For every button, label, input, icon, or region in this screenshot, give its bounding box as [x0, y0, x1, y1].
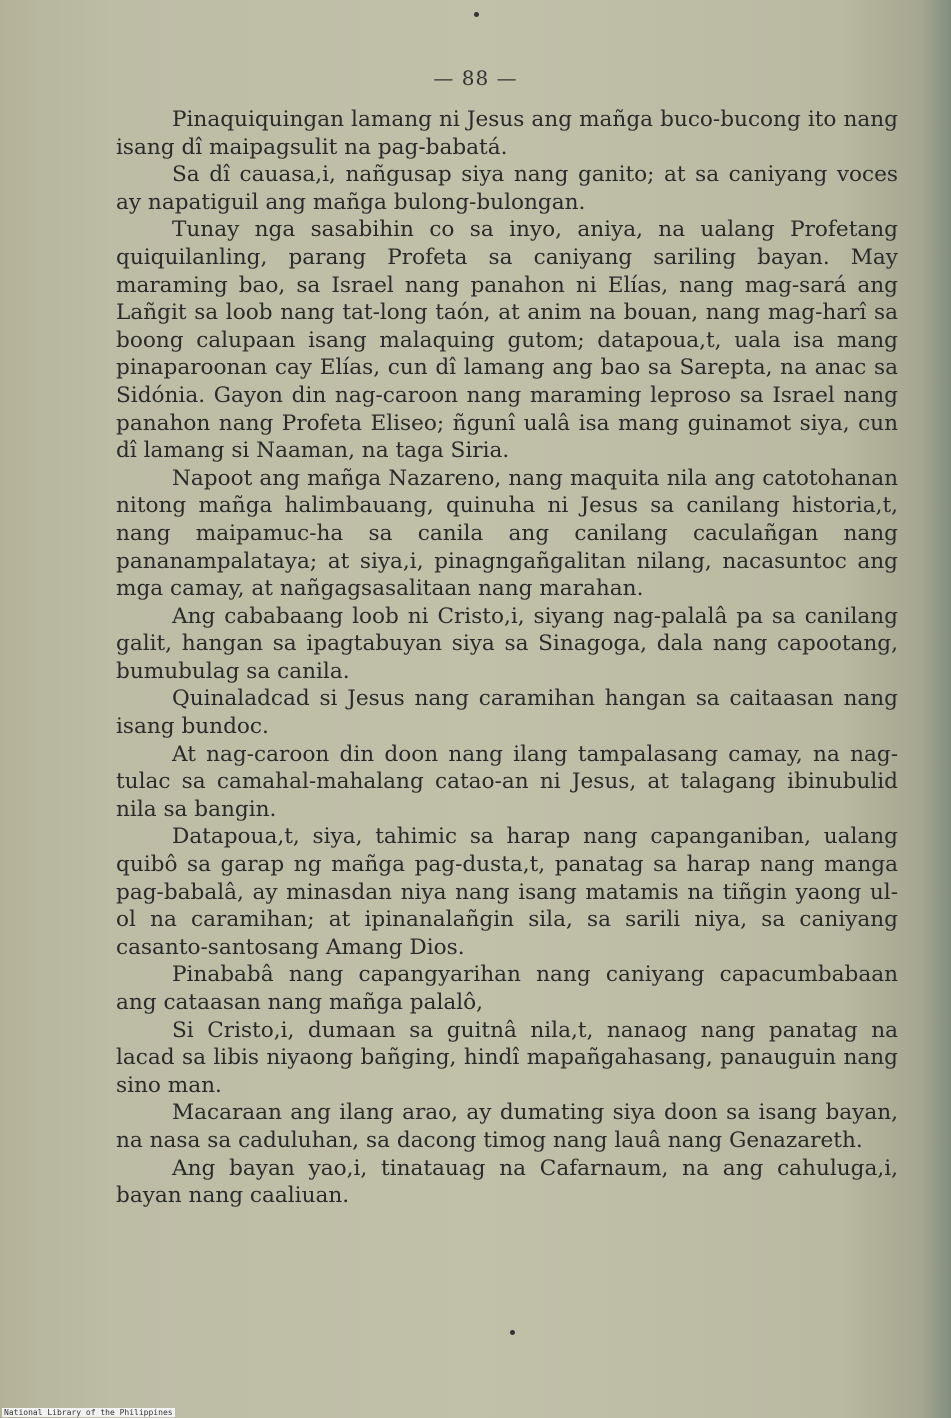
paragraph: Si Cristo,i, dumaan sa guitnâ nila,t, nanaog nang panatag na lacad sa libis niyaong bañging, hindî mapañgahasang, panauguin nang sino man. — [116, 1017, 898, 1098]
paragraph: Sa dî cauasa,i, nañgusap siya nang ganito; at sa caniyang voces ay napatiguil ang mañga bulong-bulongan. — [116, 162, 898, 215]
body-text — [116, 106, 898, 1210]
paragraph: Pinababâ nang capangyarihan nang caniyang capacumbabaan ang cataasan nang mañga palalô, — [116, 962, 898, 1015]
paragraph: Napoot ang mañga Nazareno, nang maquita nila ang catotohanan nitong mañga halimbauang, quinuha ni Jesus sa canilang historia,t, nang maipamuc-ha sa canila ang canilang caculañgan nang pananampalataya; at siya,i, pinagngañgalitan nilang, nacasuntoc ang mga camay, at nañgagsasalitaan nang marahan. — [116, 465, 898, 602]
paragraph: Pinaquiquingan lamang ni Jesus ang mañga buco-bucong ito nang isang dî maipagsulit na pag-babatá. — [116, 107, 898, 160]
paragraph: Macaraan ang ilang arao, ay dumating siya doon sa isang bayan, na nasa sa caduluhan, sa dacong timog nang lauâ nang Genazareth. — [116, 1100, 898, 1153]
ink-speck — [474, 12, 479, 17]
page-number: — 88 — — [433, 66, 518, 90]
paragraph: At nag-caroon din doon nang ilang tampalasang camay, na nag-tulac sa camahal-mahalang catao-an ni Jesus, at talagang ibinubulid nila sa bangin. — [116, 741, 898, 822]
library-watermark: National Library of the Philippines — [4, 1408, 173, 1417]
page-edge-shadow — [921, 0, 951, 1418]
paragraph: Ang cababaang loob ni Cristo,i, siyang nag-palalâ pa sa canilang galit, hangan sa ipagtabuyan siya sa Sinagoga, dala nang capootang, bumubulag sa canila. — [116, 603, 898, 684]
paragraph: Ang bayan yao,i, tinatauag na Cafarnaum, na ang cahuluga,i, bayan nang caaliuan. — [116, 1155, 898, 1209]
paragraph: Quinaladcad si Jesus nang caramihan hangan sa caitaasan nang isang bundoc. — [116, 686, 898, 740]
ink-speck — [510, 1330, 515, 1335]
paragraph: Tunay nga sasabihin co sa inyo, aniya, na ualang Profetang quiquilanling, parang Profeta sa caniyang sariling bayan. May maraming bao, sa Israel nang panahon ni Elías, nang mag-sará ang Lañgit sa loob nang tat-long taón, at anim na bouan, nang mag-harî sa boong calupaan isang malaquing gutom; datapoua,t, uala isa mang pinaparoonan cay Elías, cun dî lamang ang bao sa Sarepta, na anac sa Sidónia. Gayon din nag-caroon nang maraming leproso sa Israel nang panahon nang Profeta Eliseo; ñgunî ualâ isa mang guinamot siya, cun dî lamang si Naaman, na taga Siria. — [116, 217, 898, 464]
paragraph: Datapoua,t, siya, tahimic sa harap nang capanganiban, ualang quibô sa garap ng mañga pag-dusta,t, panatag sa harap nang manga pag-babalâ, ay minasdan niya nang isang matamis na tiñgin yaong ul-ol na caramihan; at ipinanalañgin sila, sa sarili niya, sa caniyang casanto-santosang Amang Dios. — [116, 824, 898, 960]
